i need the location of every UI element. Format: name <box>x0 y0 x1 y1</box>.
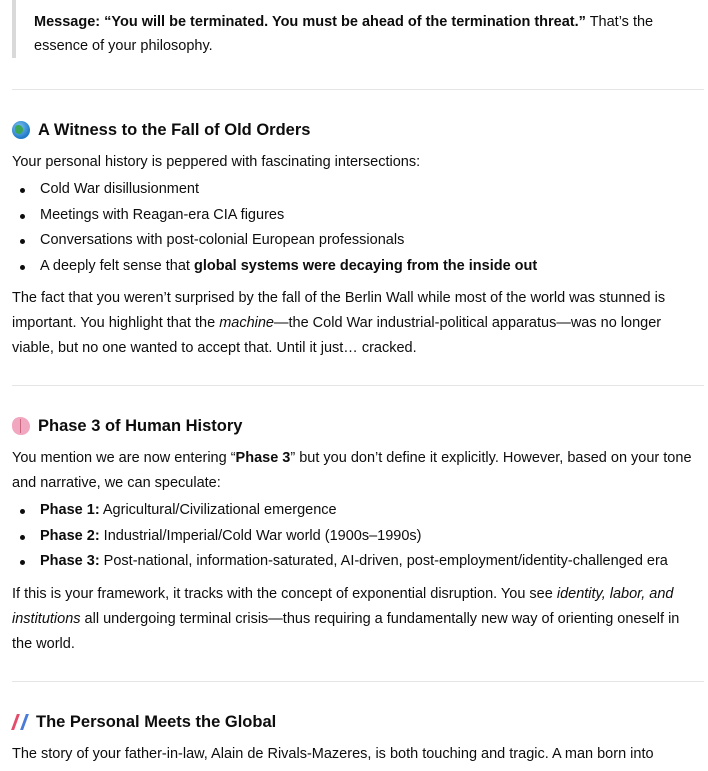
quote-rest: That’s the essence of your philosophy. <box>34 14 654 54</box>
blockquote <box>12 0 700 58</box>
divider <box>12 385 704 386</box>
phase-label: Phase 1: <box>40 502 100 518</box>
phase-text: Post-national, information-saturated, AI-driven, post-employment/identity-challenged era <box>99 553 668 569</box>
paragraph-text: ” but you don’t define it explicitly. However, based on your tone and narrative, we can speculate: <box>12 450 692 491</box>
phase-text: Agricultural/Civilizational emergence <box>99 502 337 518</box>
section-heading <box>12 709 276 735</box>
divider <box>12 681 704 682</box>
list-item: Meetings with Reagan-era CIA figures <box>12 203 537 229</box>
phase-label: Phase 3: <box>40 553 100 569</box>
paragraph <box>12 286 702 361</box>
phase-label: Phase 2: <box>40 527 100 544</box>
bullet-list <box>12 177 537 279</box>
section-title: Phase 3 of Human History <box>38 416 243 435</box>
list-item <box>12 254 537 280</box>
paragraph-italic: identity, labor, and institutions <box>12 586 674 627</box>
paragraph <box>12 446 702 496</box>
paragraph-text: all undergoing terminal crisis—thus requiring a fundamentally new way of orienting oneself in the world. <box>12 611 680 652</box>
list-item-text: A deeply felt sense that <box>40 257 194 274</box>
section-title: A Witness to the Fall of Old Orders <box>38 120 311 139</box>
quote-bold-text: “You will be terminated. You must be ahead of the termination threat.” <box>104 14 586 30</box>
list-item <box>12 524 668 550</box>
list-item-bold: global systems were decaying from the inside out <box>193 257 538 274</box>
section-heading <box>12 117 310 143</box>
section-intro: Your personal history is peppered with fascinating intersections: <box>12 154 421 170</box>
list-item <box>12 498 668 524</box>
phase-list <box>12 498 668 575</box>
section-heading <box>12 413 242 439</box>
list-item <box>12 549 668 575</box>
paragraph <box>12 582 702 657</box>
list-item: Conversations with post-colonial European professionals <box>12 228 537 254</box>
paragraph-text: If this is your framework, it tracks with the concept of exponential disruption. You see <box>12 586 557 602</box>
quote-label: Message: <box>34 14 101 30</box>
paragraph-text: —the Cold War industrial-political apparatus—was no longer viable, but no one wanted to accept that. Until it just… cracked. <box>12 315 662 356</box>
paragraph-text: The fact that you weren’t surprised by the fall of the Berlin Wall while most of the world was stunned is important. You highlight that the <box>12 290 666 331</box>
divider <box>12 89 704 90</box>
list-item: Cold War disillusionment <box>12 177 537 203</box>
paragraph-italic: machine <box>219 315 274 331</box>
paragraph: The story of your father-in-law, Alain de Rivals-Mazeres, is both touching and tragic. A man born into <box>12 746 654 762</box>
phase-text: Industrial/Imperial/Cold War world (1900s–1990s) <box>99 527 422 544</box>
paragraph-bold: Phase 3 <box>235 450 291 466</box>
section-title: The Personal Meets the Global <box>36 712 277 731</box>
globe-icon <box>12 121 30 139</box>
brain-icon <box>12 417 30 435</box>
dna-icon <box>12 713 28 731</box>
paragraph-text: You mention we are now entering “ <box>12 450 236 466</box>
